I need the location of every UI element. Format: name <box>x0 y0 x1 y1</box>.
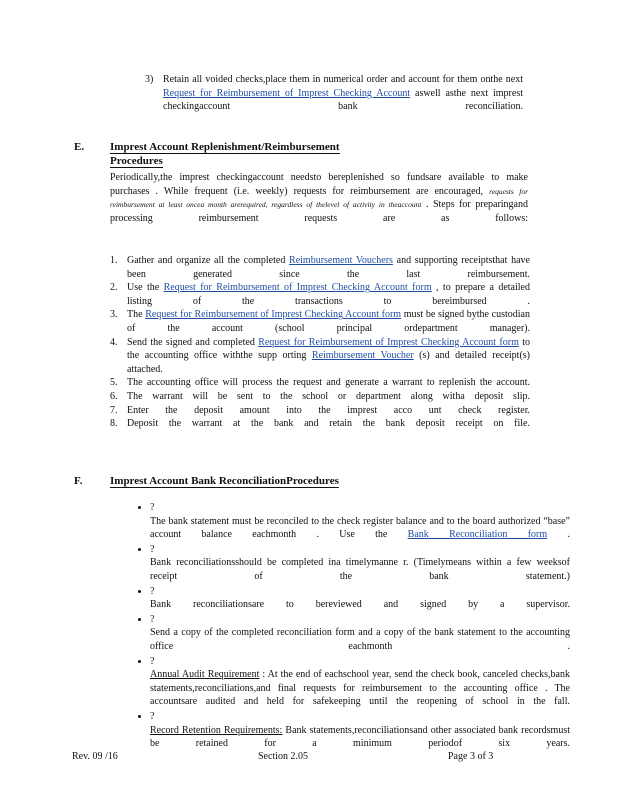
bullet-icon: ? <box>150 502 155 513</box>
list-item <box>110 308 530 335</box>
intro-text: Periodically,the imprest checkingaccount needsto bereplenished so fundsare available to make purchases . While frequent (i.e. weekly) requests for reimbursement are encouraged, <box>110 172 528 197</box>
list-item <box>150 585 570 612</box>
bank-reconciliation-form-link[interactable]: Bank Reconciliation form <box>407 529 548 541</box>
item-text: Use the <box>127 282 164 294</box>
list-item <box>110 281 530 308</box>
item-number: 3. <box>110 309 118 321</box>
list-item <box>150 501 570 542</box>
item-number: 7. <box>110 404 118 416</box>
list-item <box>150 613 570 654</box>
item-number: 6. <box>110 390 118 402</box>
item-text: Send a copy of the completed reconciliation form and a copy of the bank statement to the accounting office eachmonth . <box>150 627 570 652</box>
request-form-link[interactable]: Request for Reimbursement of Imprest Checking Account form <box>258 336 519 348</box>
bullet-icon: ? <box>150 585 155 597</box>
reimbursement-request-link[interactable]: Request for Reimbursement of Imprest Checking Account <box>163 87 411 99</box>
list-item <box>110 390 530 404</box>
request-form-link[interactable]: Request for Reimbursement of Imprest Checking Account form <box>163 282 432 294</box>
item-number: 2. <box>110 282 118 294</box>
item-text: The warrant will be sent to the school or department along witha deposit slip. <box>127 390 530 402</box>
section-title <box>110 475 410 489</box>
section-letter: E. <box>74 141 85 153</box>
item-text: The accounting office will process the request and generate a warrant to replenish the account. <box>127 377 530 389</box>
item-number: 1. <box>110 255 118 266</box>
item-text: The bank statement must be reconciled to the check register balance and to the board authorized “base” account balance eachmonth . Use the <box>150 515 570 541</box>
list-item <box>150 543 570 584</box>
section-title-line: Procedures <box>110 154 163 167</box>
item-text <box>163 73 523 114</box>
revision-label: Rev. 09 /16 <box>72 751 118 762</box>
request-form-link[interactable]: Request for Reimbursement of Imprest Checking Account form <box>145 309 402 321</box>
bullet-icon: ? <box>150 543 155 555</box>
item-text: The <box>127 309 146 321</box>
item-text: , to prepare a detailed listing of the transactions to bereimbursed . <box>127 282 530 307</box>
item-text: Bank reconciliationsshould be completed ina timelymanne r. (Timelymeans within a few weeksof receipt of the bank statement.) <box>150 557 570 582</box>
item-text-part: aswell asthe next imprest checkingaccount bank reconciliation. <box>163 87 523 113</box>
list-item <box>110 254 530 281</box>
section-title <box>110 141 470 168</box>
item-text: : At the end of eachschool year, send the check book, canceled checks,bank statements,reconciliations,and final requests for reimbursement to the accounting office . The accountsare audited and held for safekeeping until the reopening of school in the fall. <box>150 669 570 708</box>
intro-text: . Steps for preparingand processing reimbursement requests are as follows: <box>110 199 528 224</box>
item-number: 4. <box>110 336 118 348</box>
item-text: and supporting receiptsthat have been generated since the last reimbursement. <box>127 255 530 280</box>
underlined-heading: Annual Audit Requirement <box>150 669 260 681</box>
section-title-line: Imprest Account Replenishment/Reimbursement <box>110 141 340 153</box>
item-number: 3) <box>145 74 154 85</box>
list-item <box>110 336 530 377</box>
bullet-list <box>110 501 570 752</box>
bullet-icon: ? <box>150 613 155 625</box>
item-text: Deposit the warrant at the bank and retain the bank deposit receipt on file. <box>127 418 530 430</box>
section-label: Section 2.05 <box>258 751 308 762</box>
page-footer <box>72 750 512 764</box>
list-item <box>110 376 530 390</box>
bullet-icon: ? <box>150 655 155 667</box>
intro-italic-text: requests for reimbursement at least oncea month arerequired, regardless of thelevel of activity in theaccount <box>110 186 528 210</box>
item-text: to the accounting office withthe supp orting <box>127 336 530 362</box>
item-text: Send the signed and completed <box>127 336 259 348</box>
item-text: . <box>547 529 570 541</box>
item-text: Bank statements,reconciliationsand other associated bank recordsmust be retained for a minimum periodof six years. <box>150 724 570 750</box>
item-number: 5. <box>110 377 118 389</box>
item-text: must be signed bythe custodian of the account (school principal ordepartment manager). <box>127 309 530 334</box>
steps-list <box>110 254 530 431</box>
item-text: Bank reconciliationsare to bereviewed and signed by a supervisor. <box>150 599 570 611</box>
list-item <box>145 73 523 114</box>
item-number: 8. <box>110 418 118 430</box>
item-text: (s) and detailed receipt(s) attached. <box>127 350 530 375</box>
underlined-heading: Record Retention Requirements: <box>150 724 283 736</box>
item-text: Gather and organize all the completed <box>127 255 290 266</box>
bullet-icon: ? <box>150 710 155 722</box>
section-title-line: Imprest Account Bank ReconciliationProcedures <box>110 475 339 487</box>
page-number: Page 3 of 3 <box>448 751 494 762</box>
section-intro <box>110 171 528 225</box>
list-item <box>110 417 530 431</box>
list-item <box>110 404 530 418</box>
section-letter: F. <box>74 475 83 487</box>
item-text: Enter the deposit amount into the imprest acco unt check register. <box>127 404 530 416</box>
voucher-link[interactable]: Reimbursement Voucher <box>311 350 414 362</box>
item-text-part: Retain all voided checks,place them in numerical order and account for them onthe next <box>163 74 523 85</box>
list-item <box>150 655 570 709</box>
vouchers-link[interactable]: Reimbursement Vouchers <box>289 255 393 266</box>
list-item <box>150 710 570 751</box>
